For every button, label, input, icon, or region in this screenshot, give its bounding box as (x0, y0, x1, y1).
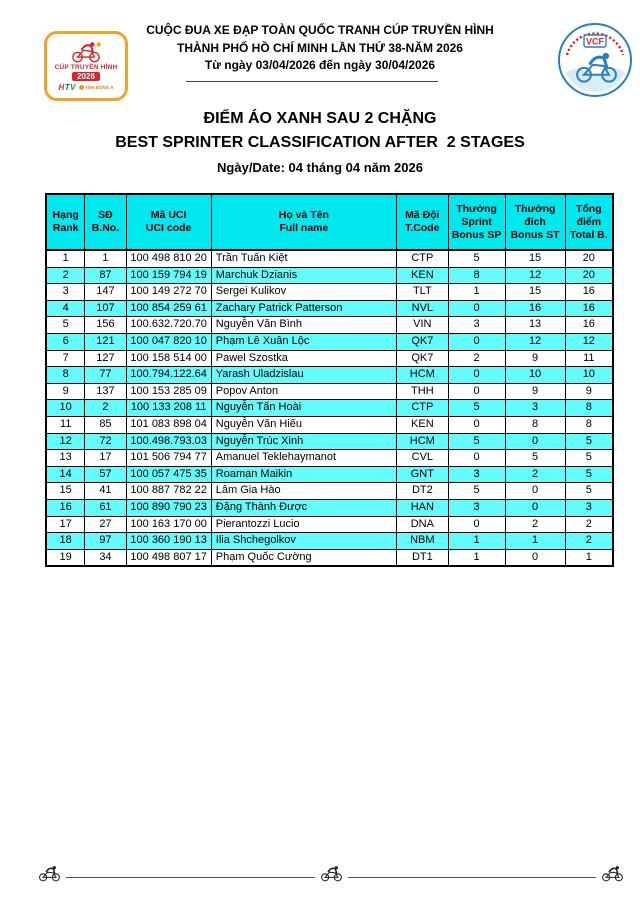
cell-total: 5 (565, 450, 613, 467)
cell-bonus_st: 0 (505, 549, 565, 566)
cell-team: HAN (396, 499, 448, 516)
cell-rank: 4 (46, 300, 85, 317)
htv-logo (58, 83, 76, 92)
header-divider (186, 81, 438, 82)
cell-name: Yarash Uladzislau (211, 367, 396, 384)
cell-name: Sergei Kulikov (211, 284, 396, 301)
table-row (46, 284, 613, 301)
table-row (46, 350, 613, 367)
event-header-line3: Từ ngày 03/04/2026 đến ngày 30/04/2026 (204, 58, 436, 72)
cell-bno: 147 (85, 284, 126, 301)
classification-title-en: BEST SPRINTER CLASSIFICATION AFTER 2 STAGES (115, 134, 525, 151)
cell-bonus_sp: 5 (448, 400, 505, 417)
cell-bonus_sp: 1 (448, 533, 505, 550)
htv-cup-logo (44, 31, 128, 101)
cell-rank: 6 (46, 333, 85, 350)
htv-letter: T (64, 82, 71, 92)
cell-team: KEN (396, 416, 448, 433)
cell-bonus_st: 3 (505, 400, 565, 417)
cell-total: 12 (565, 333, 613, 350)
cell-uci: 100.632.720.70 (126, 317, 211, 334)
cell-bonus_sp: 0 (448, 416, 505, 433)
cell-name: Nguyễn Văn Bình (211, 317, 396, 334)
cell-bno: 87 (85, 267, 126, 284)
cell-bno: 121 (85, 333, 126, 350)
table-row (46, 416, 613, 433)
cell-team: THH (396, 383, 448, 400)
cell-team: CVL (396, 450, 448, 467)
htv-letter: V (70, 82, 76, 92)
sponsor-name: TÔN ĐÔNG A (84, 84, 114, 90)
cell-uci: 100 149 272 70 (126, 284, 211, 301)
cell-bno: 61 (85, 499, 126, 516)
cell-name: Phạm Lê Xuân Lộc (211, 333, 396, 350)
cell-bonus_sp: 5 (448, 433, 505, 450)
cell-uci: 100 159 794 19 (126, 267, 211, 284)
cell-bno: 1 (85, 250, 126, 267)
cell-bonus_sp: 3 (448, 317, 505, 334)
classification-title-vi: ĐIỂM ÁO XANH SAU 2 CHẶNG (203, 110, 437, 127)
cell-bno: 127 (85, 350, 126, 367)
cell-bonus_sp: 0 (448, 383, 505, 400)
cell-total: 16 (565, 317, 613, 334)
table-row (46, 333, 613, 350)
cell-bno: 156 (85, 317, 126, 334)
cell-name: Pierantozzi Lucio (211, 516, 396, 533)
cell-rank: 9 (46, 383, 85, 400)
cell-uci: 101 083 898 04 (126, 416, 211, 433)
cell-bno: 34 (85, 549, 126, 566)
cell-uci: 100 854 259 61 (126, 300, 211, 317)
cell-uci: 100 153 285 09 (126, 383, 211, 400)
col-header-team: Mã Đội T.Code (396, 194, 448, 250)
cell-team: DT2 (396, 483, 448, 500)
cell-name: Lâm Gia Hào (211, 483, 396, 500)
cell-bonus_sp: 0 (448, 450, 505, 467)
col-header-total: Tổng điểm Total B. (565, 194, 613, 250)
sponsor-logo (79, 85, 114, 90)
cell-rank: 11 (46, 416, 85, 433)
cell-rank: 13 (46, 450, 85, 467)
cell-total: 16 (565, 284, 613, 301)
table-row (46, 549, 613, 566)
event-header-line2: THÀNH PHỐ HỒ CHÍ MINH LẦN THỨ 38-NĂM 2026 (177, 40, 463, 55)
cell-bonus_st: 12 (505, 333, 565, 350)
cell-rank: 1 (46, 250, 85, 267)
cell-bonus_st: 0 (505, 499, 565, 516)
cell-total: 8 (565, 416, 613, 433)
col-header-uci: Mã UCI UCI code (126, 194, 211, 250)
cell-total: 10 (565, 367, 613, 384)
cell-uci: 100 887 782 22 (126, 483, 211, 500)
cell-name: Nguyễn Văn Hiếu (211, 416, 396, 433)
sponsor-dot-icon (79, 85, 84, 90)
cell-name: Trần Tuấn Kiệt (211, 250, 396, 267)
col-header-name: Họ và Tên Full name (211, 194, 396, 250)
cell-total: 5 (565, 466, 613, 483)
table-row (46, 433, 613, 450)
cell-team: HCM (396, 433, 448, 450)
classification-date: Ngày/Date: 04 tháng 04 năm 2026 (217, 160, 423, 175)
cell-bonus_st: 13 (505, 317, 565, 334)
cell-bno: 107 (85, 300, 126, 317)
cell-team: DT1 (396, 549, 448, 566)
col-header-bonus_sp: Thưởng Sprint Bonus SP (448, 194, 505, 250)
cell-total: 3 (565, 499, 613, 516)
table-row (46, 267, 613, 284)
cell-team: HCM (396, 367, 448, 384)
table-row (46, 516, 613, 533)
cell-total: 8 (565, 400, 613, 417)
footer-cyclist-icon (320, 865, 343, 882)
cell-bonus_sp: 1 (448, 284, 505, 301)
cell-name: Pawel Szostka (211, 350, 396, 367)
cell-bonus_st: 0 (505, 433, 565, 450)
cell-bno: 77 (85, 367, 126, 384)
footer-cyclist-icon (38, 865, 61, 882)
col-header-bno: SĐ B.No. (85, 194, 126, 250)
table-row (46, 317, 613, 334)
cell-bonus_st: 9 (505, 383, 565, 400)
cell-uci: 101 506 794 77 (126, 450, 211, 467)
cell-name: Ilia Shchegolkov (211, 533, 396, 550)
cell-rank: 14 (46, 466, 85, 483)
cell-team: QK7 (396, 350, 448, 367)
cell-bonus_st: 2 (505, 516, 565, 533)
cell-team: QK7 (396, 333, 448, 350)
cell-name: Amanuel Teklehaymanot (211, 450, 396, 467)
cell-rank: 7 (46, 350, 85, 367)
cell-rank: 18 (46, 533, 85, 550)
table-row (46, 466, 613, 483)
cell-bno: 17 (85, 450, 126, 467)
cell-bonus_sp: 8 (448, 267, 505, 284)
cell-rank: 15 (46, 483, 85, 500)
cell-team: CTP (396, 400, 448, 417)
cell-team: DNA (396, 516, 448, 533)
cell-bonus_sp: 0 (448, 367, 505, 384)
cell-uci: 100 498 810 20 (126, 250, 211, 267)
cell-uci: 100 890 790 23 (126, 499, 211, 516)
table-row (46, 483, 613, 500)
table-row (46, 499, 613, 516)
cell-bonus_st: 8 (505, 416, 565, 433)
cell-bonus_sp: 0 (448, 333, 505, 350)
cell-name: Nguyễn Tấn Hoài (211, 400, 396, 417)
cell-total: 20 (565, 267, 613, 284)
cell-bonus_sp: 0 (448, 516, 505, 533)
cell-bonus_st: 2 (505, 466, 565, 483)
cell-name: Popov Anton (211, 383, 396, 400)
table-row (46, 383, 613, 400)
cell-bonus_sp: 2 (448, 350, 505, 367)
cell-bonus_st: 15 (505, 284, 565, 301)
cell-uci: 100 133 208 11 (126, 400, 211, 417)
cell-team: TLT (396, 284, 448, 301)
cell-bno: 85 (85, 416, 126, 433)
cell-team: KEN (396, 267, 448, 284)
cell-rank: 19 (46, 549, 85, 566)
signature-line (66, 877, 315, 878)
cell-rank: 10 (46, 400, 85, 417)
cell-total: 5 (565, 433, 613, 450)
cell-bonus_st: 16 (505, 300, 565, 317)
table-row (46, 400, 613, 417)
cell-bno: 57 (85, 466, 126, 483)
cell-team: VIN (396, 317, 448, 334)
cell-bonus_st: 12 (505, 267, 565, 284)
cell-uci: 100 057 475 35 (126, 466, 211, 483)
cell-bonus_st: 5 (505, 450, 565, 467)
cell-uci: 100 498 807 17 (126, 549, 211, 566)
cell-rank: 2 (46, 267, 85, 284)
cell-total: 16 (565, 300, 613, 317)
footer-cyclist-icon (601, 865, 624, 882)
cell-uci: 100 158 514 00 (126, 350, 211, 367)
cup-cyclist-icon (63, 41, 109, 63)
cell-total: 20 (565, 250, 613, 267)
cell-bonus_sp: 3 (448, 466, 505, 483)
cell-rank: 17 (46, 516, 85, 533)
table-row (46, 450, 613, 467)
cell-bonus_st: 0 (505, 483, 565, 500)
cell-team: CTP (396, 250, 448, 267)
cell-total: 5 (565, 483, 613, 500)
cell-bonus_sp: 5 (448, 483, 505, 500)
table-header-row (46, 194, 613, 250)
cell-bno: 41 (85, 483, 126, 500)
htv-letter: H (58, 82, 65, 92)
cell-total: 2 (565, 533, 613, 550)
table-row (46, 250, 613, 267)
cell-bonus_st: 1 (505, 533, 565, 550)
cell-bno: 97 (85, 533, 126, 550)
cell-rank: 16 (46, 499, 85, 516)
event-header (128, 22, 512, 75)
cup-logo-title: CÚP TRUYỀN HÌNH (54, 63, 118, 71)
footer-signature-row (38, 852, 624, 882)
cell-bno: 2 (85, 400, 126, 417)
signature-line (348, 877, 597, 878)
vcf-abbr: VCF (586, 36, 604, 47)
cell-bonus_sp: 3 (448, 499, 505, 516)
cell-bonus_st: 10 (505, 367, 565, 384)
cell-rank: 8 (46, 367, 85, 384)
cell-bno: 72 (85, 433, 126, 450)
col-header-rank: Hạng Rank (46, 194, 85, 250)
cell-rank: 12 (46, 433, 85, 450)
cup-logo-year: 2026 (72, 72, 100, 81)
classification-table (45, 193, 614, 567)
col-header-bonus_st: Thưởng đích Bonus ST (505, 194, 565, 250)
cell-total: 2 (565, 516, 613, 533)
cell-name: Nguyễn Trúc Xinh (211, 433, 396, 450)
cell-bonus_st: 9 (505, 350, 565, 367)
cell-total: 1 (565, 549, 613, 566)
cell-name: Zachary Patrick Patterson (211, 300, 396, 317)
cell-uci: 100.498.793.03 (126, 433, 211, 450)
cell-team: NVL (396, 300, 448, 317)
cell-bonus_sp: 1 (448, 549, 505, 566)
cell-rank: 3 (46, 284, 85, 301)
cell-bonus_sp: 5 (448, 250, 505, 267)
cell-rank: 5 (46, 317, 85, 334)
cell-uci: 100 047 820 10 (126, 333, 211, 350)
cell-team: NBM (396, 533, 448, 550)
table-row (46, 300, 613, 317)
cell-bno: 137 (85, 383, 126, 400)
cell-total: 11 (565, 350, 613, 367)
cell-team: GNT (396, 466, 448, 483)
cell-total: 9 (565, 383, 613, 400)
cell-uci: 100 360 190 13 (126, 533, 211, 550)
cell-bonus_st: 15 (505, 250, 565, 267)
cell-bno: 27 (85, 516, 126, 533)
cell-uci: 100.794.122.64 (126, 367, 211, 384)
table-row (46, 533, 613, 550)
cell-name: Marchuk Dzianis (211, 267, 396, 284)
cell-bonus_sp: 0 (448, 300, 505, 317)
vcf-logo (556, 21, 634, 99)
table-row (46, 367, 613, 384)
cell-uci: 100 163 170 00 (126, 516, 211, 533)
cell-name: Roaman Maikin (211, 466, 396, 483)
cell-name: Đặng Thành Được (211, 499, 396, 516)
cell-name: Phạm Quốc Cường (211, 549, 396, 566)
event-header-line1: CUỘC ĐUA XE ĐẠP TOÀN QUỐC TRANH CÚP TRUYỀN HÌNH (146, 23, 494, 37)
